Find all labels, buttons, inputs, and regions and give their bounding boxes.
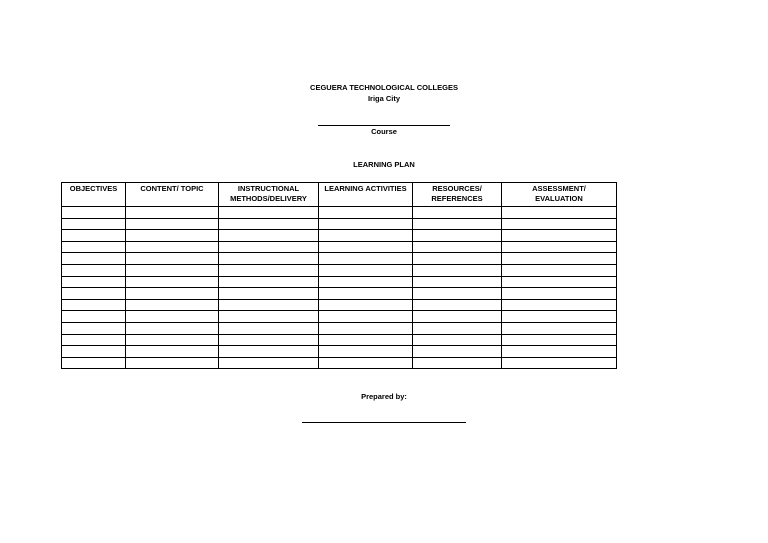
- table-cell[interactable]: [126, 346, 219, 358]
- table-cell[interactable]: [219, 346, 319, 358]
- table-cell[interactable]: [219, 264, 319, 276]
- table-cell[interactable]: [502, 253, 617, 265]
- table-cell[interactable]: [126, 357, 219, 369]
- table-cell[interactable]: [219, 311, 319, 323]
- table-row: [62, 230, 617, 242]
- prepared-by-signature-line: [302, 422, 466, 423]
- table-cell[interactable]: [502, 334, 617, 346]
- table-row: [62, 334, 617, 346]
- table-cell[interactable]: [126, 322, 219, 334]
- table-cell[interactable]: [413, 334, 502, 346]
- table-cell[interactable]: [502, 322, 617, 334]
- table-cell[interactable]: [502, 299, 617, 311]
- table-row: [62, 207, 617, 219]
- table-cell[interactable]: [219, 322, 319, 334]
- table-row: [62, 322, 617, 334]
- table-row: [62, 357, 617, 369]
- table-header-row: [62, 183, 617, 207]
- table-row: [62, 264, 617, 276]
- table-cell[interactable]: [502, 218, 617, 230]
- school-name: CEGUERA TECHNOLOGICAL COLLEGES: [310, 83, 458, 92]
- table-cell[interactable]: [62, 218, 126, 230]
- column-header: [502, 183, 617, 207]
- course-signature-line: [318, 125, 450, 126]
- table-cell[interactable]: [126, 253, 219, 265]
- learning-plan-title: LEARNING PLAN: [353, 160, 415, 169]
- table-row: [62, 311, 617, 323]
- table-row: [62, 241, 617, 253]
- column-header-label: LEARNING ACTIVITIES: [324, 184, 407, 193]
- table-cell[interactable]: [413, 288, 502, 300]
- table-cell[interactable]: [219, 230, 319, 242]
- table-cell[interactable]: [219, 299, 319, 311]
- column-header-label: INSTRUCTIONAL METHODS/DELIVERY: [230, 184, 307, 203]
- table-cell[interactable]: [502, 276, 617, 288]
- table-cell[interactable]: [219, 334, 319, 346]
- table-cell[interactable]: [502, 241, 617, 253]
- table-cell[interactable]: [319, 357, 413, 369]
- column-header-label: ASSESSMENT/ EVALUATION: [532, 184, 586, 203]
- table-cell[interactable]: [502, 207, 617, 219]
- table-cell[interactable]: [413, 207, 502, 219]
- table-cell[interactable]: [319, 276, 413, 288]
- table-cell[interactable]: [413, 311, 502, 323]
- table-row: [62, 346, 617, 358]
- table-cell[interactable]: [319, 241, 413, 253]
- course-label: Course: [371, 127, 397, 136]
- table-cell[interactable]: [219, 207, 319, 219]
- table-cell[interactable]: [126, 241, 219, 253]
- table-cell[interactable]: [126, 334, 219, 346]
- table-cell[interactable]: [502, 346, 617, 358]
- table-cell[interactable]: [413, 346, 502, 358]
- table-cell[interactable]: [413, 357, 502, 369]
- table-cell[interactable]: [319, 334, 413, 346]
- column-header: [126, 183, 219, 207]
- table-cell[interactable]: [319, 207, 413, 219]
- table-cell[interactable]: [62, 311, 126, 323]
- table-cell[interactable]: [126, 288, 219, 300]
- column-header-label: CONTENT/ TOPIC: [140, 184, 204, 193]
- column-header: [62, 183, 126, 207]
- table-cell[interactable]: [62, 253, 126, 265]
- table-cell[interactable]: [219, 357, 319, 369]
- table-cell[interactable]: [319, 230, 413, 242]
- table-cell[interactable]: [126, 230, 219, 242]
- table-cell[interactable]: [502, 288, 617, 300]
- table-cell[interactable]: [126, 276, 219, 288]
- table-cell[interactable]: [126, 218, 219, 230]
- table-cell[interactable]: [319, 311, 413, 323]
- table-cell[interactable]: [62, 357, 126, 369]
- table-cell[interactable]: [126, 264, 219, 276]
- table-cell[interactable]: [502, 311, 617, 323]
- table-cell[interactable]: [219, 288, 319, 300]
- table-cell[interactable]: [413, 230, 502, 242]
- table-cell[interactable]: [319, 253, 413, 265]
- table-cell[interactable]: [502, 357, 617, 369]
- table-cell[interactable]: [219, 276, 319, 288]
- table-row: [62, 218, 617, 230]
- table-cell[interactable]: [413, 218, 502, 230]
- table-cell[interactable]: [319, 264, 413, 276]
- column-header-label: RESOURCES/ REFERENCES: [431, 184, 483, 203]
- table-cell[interactable]: [62, 241, 126, 253]
- table-cell[interactable]: [319, 299, 413, 311]
- column-header: [319, 183, 413, 207]
- table-cell[interactable]: [126, 311, 219, 323]
- table-row: [62, 288, 617, 300]
- prepared-by-label: Prepared by:: [361, 392, 407, 401]
- table-row: [62, 253, 617, 265]
- table-cell[interactable]: [413, 253, 502, 265]
- table-cell[interactable]: [62, 230, 126, 242]
- table-cell[interactable]: [219, 241, 319, 253]
- table-cell[interactable]: [319, 288, 413, 300]
- table-cell[interactable]: [126, 299, 219, 311]
- table-cell[interactable]: [62, 207, 126, 219]
- table-cell[interactable]: [413, 276, 502, 288]
- learning-plan-table: [61, 182, 617, 369]
- table-row: [62, 299, 617, 311]
- table-cell[interactable]: [413, 299, 502, 311]
- city-name: Iriga City: [367, 94, 401, 103]
- column-header-label: OBJECTIVES: [69, 184, 118, 193]
- table-cell[interactable]: [62, 264, 126, 276]
- table-body: [62, 207, 617, 369]
- table-cell[interactable]: [62, 276, 126, 288]
- table-cell[interactable]: [502, 264, 617, 276]
- table-cell[interactable]: [502, 230, 617, 242]
- table-cell[interactable]: [413, 322, 502, 334]
- column-header: [413, 183, 502, 207]
- table-cell[interactable]: [126, 207, 219, 219]
- table-cell[interactable]: [62, 299, 126, 311]
- table-row: [62, 276, 617, 288]
- table-cell[interactable]: [219, 218, 319, 230]
- table-cell[interactable]: [413, 241, 502, 253]
- table-cell[interactable]: [219, 253, 319, 265]
- table-cell[interactable]: [62, 334, 126, 346]
- table-cell[interactable]: [319, 322, 413, 334]
- table-cell[interactable]: [62, 346, 126, 358]
- column-header: [219, 183, 319, 207]
- table-cell[interactable]: [319, 346, 413, 358]
- table-cell[interactable]: [62, 288, 126, 300]
- table-cell[interactable]: [319, 218, 413, 230]
- table-cell[interactable]: [62, 322, 126, 334]
- table-cell[interactable]: [413, 264, 502, 276]
